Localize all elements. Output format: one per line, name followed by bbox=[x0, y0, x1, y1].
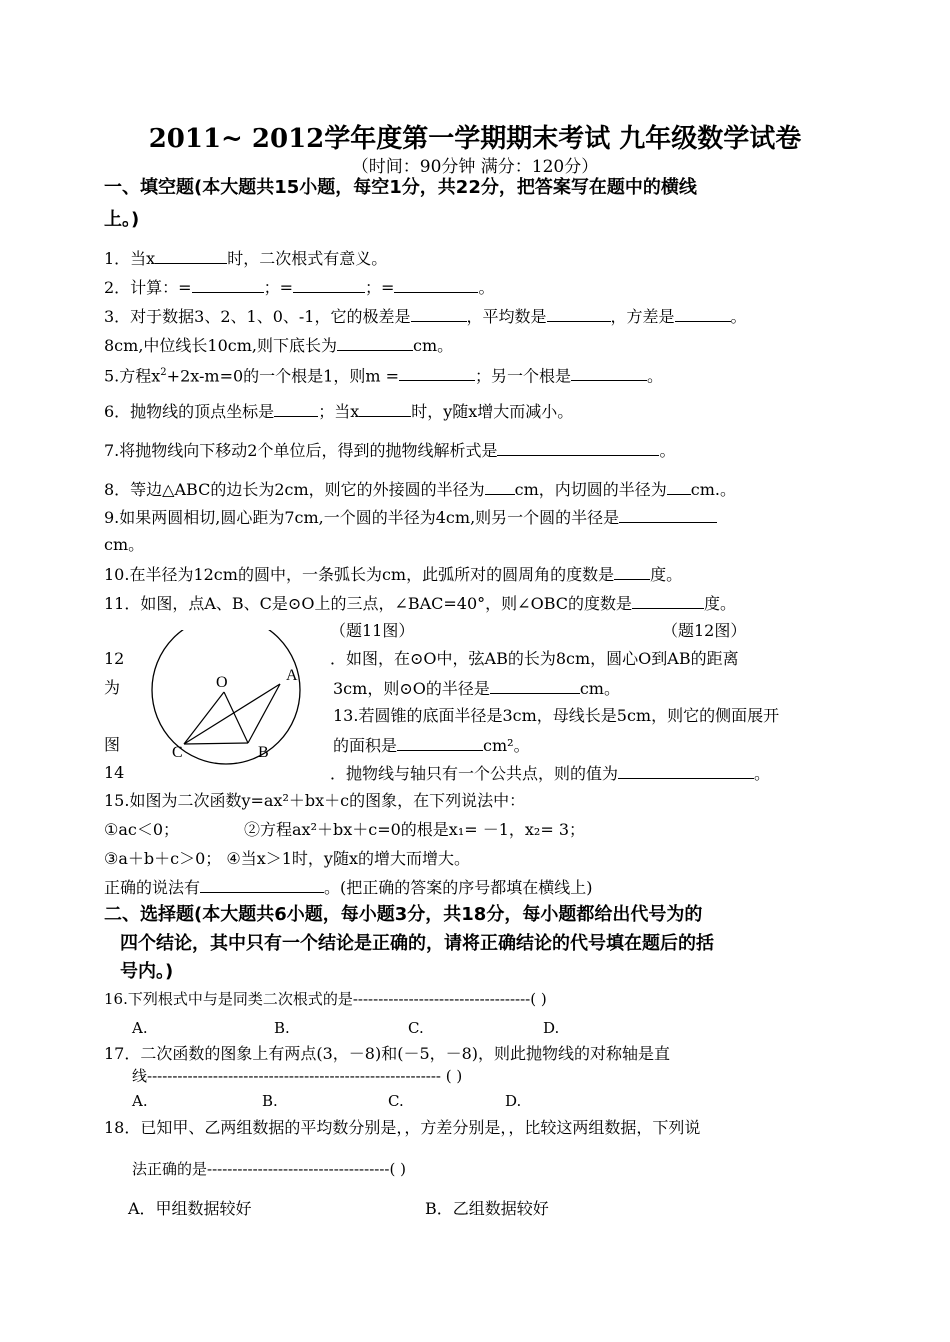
q15-text-d: 正确的说法有 bbox=[104, 878, 201, 897]
q8-text-c: cm.。 bbox=[690, 480, 737, 499]
answer-blank bbox=[337, 334, 413, 351]
q8-text-a: 8．等边△ABC的边长为2cm，则它的外接圆的半径为 bbox=[104, 480, 485, 499]
answer-blank bbox=[411, 305, 467, 322]
question-12-line1: ．如图，在⊙O中，弦AB的长为8cm，圆心O到AB的距离 bbox=[330, 649, 739, 668]
question-3 bbox=[104, 305, 747, 328]
answer-blank bbox=[155, 247, 227, 264]
answer-blank bbox=[399, 364, 475, 381]
section-1-heading-line1: 一、填空题(本大题共15小题，每空1分，共22分，把答案写在题中的横线 bbox=[104, 177, 697, 198]
question-13-line1: 13.若圆锥的底面半径是3cm，母线长是5cm，则它的侧面展开 bbox=[333, 706, 780, 725]
page-subtitle: （时间：90分钟 满分：120分） bbox=[351, 157, 599, 177]
answer-blank bbox=[394, 276, 478, 293]
segment-cb bbox=[184, 743, 248, 744]
answer-blank bbox=[667, 478, 691, 495]
answer-blank bbox=[397, 734, 483, 751]
q6-text-a: 6．抛物线的顶点坐标是 bbox=[104, 402, 275, 421]
segment-oc bbox=[184, 692, 224, 744]
q15-text-e: 。(把正确的答案的序号都填在横线上) bbox=[324, 878, 593, 897]
label-c: C bbox=[172, 744, 183, 761]
section-2-heading-line3: 号内。) bbox=[120, 961, 174, 982]
question-5 bbox=[104, 362, 663, 387]
q8-text-b: cm，内切圆的半径为 bbox=[514, 480, 667, 499]
answer-blank bbox=[618, 762, 754, 779]
q17-option-d: D. bbox=[505, 1092, 522, 1110]
question-10 bbox=[104, 563, 682, 586]
answer-blank bbox=[200, 876, 324, 893]
q6-text-c: 时，y随x增大而减小。 bbox=[411, 402, 574, 421]
question-13-line2 bbox=[333, 734, 530, 757]
q16-option-d: D. bbox=[543, 1019, 560, 1037]
answer-blank bbox=[359, 400, 411, 417]
answer-blank bbox=[571, 364, 647, 381]
answer-blank bbox=[632, 592, 704, 609]
q7-text-a: 7.将抛物线向下移动2个单位后，得到的抛物线解析式是 bbox=[104, 441, 498, 460]
question-14 bbox=[330, 762, 770, 785]
section-1-heading-line2: 上。) bbox=[104, 209, 140, 230]
q18-option-a: A．甲组数据较好 bbox=[128, 1199, 252, 1218]
question-7 bbox=[104, 439, 675, 462]
answer-blank bbox=[614, 563, 650, 580]
question-12-line2 bbox=[333, 677, 620, 700]
q5-text-d: 。 bbox=[647, 366, 664, 386]
q14-text-b: 。 bbox=[754, 764, 771, 783]
circle-figure bbox=[140, 630, 320, 765]
segment-ba bbox=[248, 684, 280, 743]
q1-text-b: 时，二次根式有意义。 bbox=[227, 249, 388, 268]
q5-text-c: ；另一个根是 bbox=[475, 366, 572, 386]
left-fragment-wei: 为 bbox=[104, 678, 121, 697]
answer-blank bbox=[547, 305, 611, 322]
q16-option-b: B. bbox=[274, 1019, 290, 1037]
label-o: O bbox=[216, 674, 228, 691]
page-title: 2011~ 2012学年度第一学期期末考试 九年级数学试卷 bbox=[148, 124, 802, 154]
left-fragment-14: 14 bbox=[104, 763, 125, 782]
q5-text-a: 5.方程x bbox=[104, 366, 161, 386]
q2-text-d: 。 bbox=[478, 278, 495, 297]
q5-text-b: +2x-m=0的一个根是1，则m = bbox=[166, 366, 400, 386]
q2-text-b: ；= bbox=[263, 278, 294, 297]
question-9 bbox=[104, 506, 717, 529]
label-b: B bbox=[258, 744, 269, 761]
q10-text-a: 10.在半径为12cm的圆中，一条弧长为cm，此弧所对的圆周角的度数是 bbox=[104, 565, 615, 584]
section-2-heading-line1: 二、选择题(本大题共6小题，每小题3分，共18分，每小题都给出代号为的 bbox=[104, 904, 703, 925]
answer-blank bbox=[293, 276, 365, 293]
question-2 bbox=[104, 276, 494, 299]
q17-option-c: C. bbox=[388, 1092, 404, 1110]
q12-text-c: cm。 bbox=[579, 679, 620, 698]
q9-text-b: cm。 bbox=[104, 535, 145, 554]
answer-blank bbox=[274, 400, 318, 417]
question-18-stem-line1: 18．已知甲、乙两组数据的平均数分别是，，方差分别是，，比较这两组数据，下列说 bbox=[104, 1118, 701, 1137]
q11-text-a: 11．如图，点A、B、C是⊙O上的三点，∠BAC=40°，则∠OBC的度数是 bbox=[104, 594, 632, 613]
answer-blank bbox=[619, 506, 717, 523]
answer-blank bbox=[485, 478, 515, 495]
answer-blank bbox=[490, 677, 580, 694]
left-fragment-12: 12 bbox=[104, 649, 125, 668]
question-6 bbox=[104, 400, 573, 423]
q3-text-a: 3．对于数据3、2、1、0、-1，它的极差是 bbox=[104, 307, 411, 326]
q6-text-b: ；当x bbox=[318, 402, 360, 421]
q17-option-b: B. bbox=[262, 1092, 278, 1110]
caption-figure-12: （题12图） bbox=[662, 621, 747, 640]
answer-blank bbox=[675, 305, 731, 322]
segment-ob bbox=[224, 692, 248, 743]
answer-blank bbox=[192, 276, 264, 293]
q4-text-b: cm。 bbox=[412, 336, 454, 355]
label-a: A bbox=[286, 667, 298, 684]
q1-text-a: 1．当x bbox=[104, 249, 156, 268]
left-fragment-tu: 图 bbox=[104, 735, 121, 754]
q16-option-c: C. bbox=[408, 1019, 424, 1037]
q7-text-b: 。 bbox=[659, 441, 676, 460]
question-16-stem: 16.下列根式中与是同类二次根式的是-----------------------------------( ) bbox=[104, 990, 547, 1008]
q9-text-a: 9.如果两圆相切,圆心距为7cm,一个圆的半径为4cm,则另一个圆的半径是 bbox=[104, 508, 620, 527]
question-1 bbox=[104, 247, 387, 270]
question-15-answer bbox=[104, 876, 593, 899]
q13-text-c: cm²。 bbox=[483, 736, 530, 755]
q12-text-b: 3cm，则⊙O的半径是 bbox=[333, 679, 490, 698]
q14-text-a: ．抛物线与轴只有一个公共点，则的值为 bbox=[330, 764, 619, 783]
q10-text-b: 度。 bbox=[650, 565, 683, 584]
question-15-item2: ②方程ax²＋bx＋c=0的根是x₁= －1，x₂= 3； bbox=[244, 820, 586, 839]
question-18-stem-line2: 法正确的是------------------------------------( ) bbox=[132, 1160, 406, 1178]
question-15-items34: ③a＋b＋c＞0； ④当x＞1时，y随x的增大而增大。 bbox=[104, 849, 470, 868]
question-15-item1: ①ac＜0； bbox=[104, 820, 180, 839]
question-8 bbox=[104, 478, 736, 501]
q3-text-d: 。 bbox=[730, 307, 747, 326]
question-17-stem-line1: 17．二次函数的图象上有两点(3，－8)和(－5，－8)，则此抛物线的对称轴是直 bbox=[104, 1044, 671, 1063]
q13-text-b: 的面积是 bbox=[333, 736, 398, 755]
q11-text-b: 度。 bbox=[704, 594, 737, 613]
question-4 bbox=[104, 334, 453, 357]
q3-text-c: ，方差是 bbox=[610, 307, 675, 326]
caption-figure-11: （题11图） bbox=[330, 621, 415, 640]
q5-superscript: 2 bbox=[160, 367, 167, 378]
q18-option-b: B．乙组数据较好 bbox=[425, 1199, 549, 1218]
question-15-stem: 15.如图为二次函数y=ax²＋bx＋c的图象，在下列说法中： bbox=[104, 791, 526, 810]
q3-text-b: ，平均数是 bbox=[466, 307, 547, 326]
q2-text-c: ；= bbox=[365, 278, 395, 297]
section-2-heading-line2: 四个结论，其中只有一个结论是正确的，请将正确结论的代号填在题后的括 bbox=[120, 933, 714, 954]
q4-text-a: 8cm,中位线长10cm,则下底长为 bbox=[104, 336, 337, 355]
segment-ca bbox=[184, 684, 280, 744]
question-11 bbox=[104, 592, 736, 615]
answer-blank bbox=[497, 439, 659, 456]
q2-text-a: 2．计算：= bbox=[104, 278, 192, 297]
q16-option-a: A. bbox=[132, 1019, 148, 1037]
q17-option-a: A. bbox=[132, 1092, 148, 1110]
question-17-stem-line2: 线---------------------------------------------------------- ( ) bbox=[132, 1067, 463, 1085]
